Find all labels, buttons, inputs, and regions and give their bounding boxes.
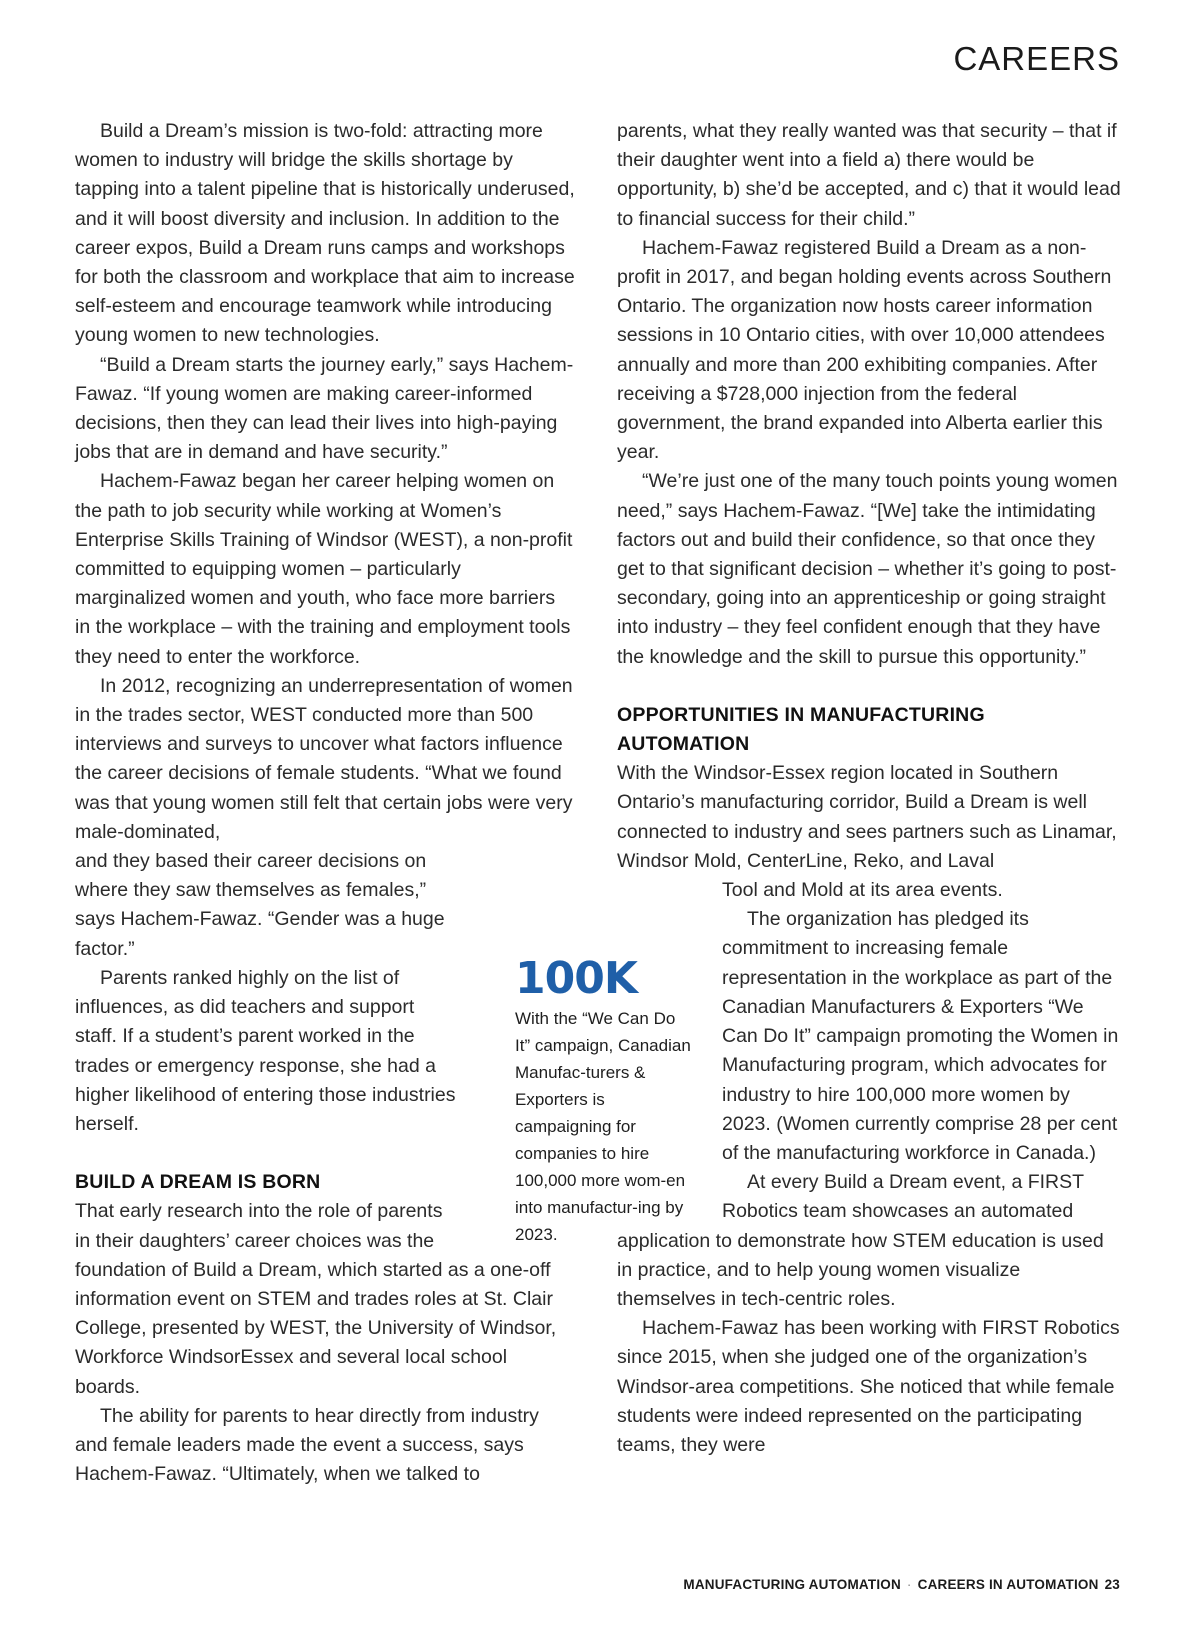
section-heading: BUILD A DREAM IS BORN bbox=[75, 1171, 321, 1194]
page-footer bbox=[683, 1577, 1120, 1592]
paragraph: “We’re just one of the many touch points young women need,” says Hachem-Fawaz. “[We] take the intimidating factors out and build their confidence, so that once they get to that significant decision – whether it’s going to post-secondary, going into an apprenticeship or going straight into industry – they feel confident enough that they have the knowledge and the skill to pursue this opportunity.” bbox=[617, 470, 1118, 668]
paragraph: That early research into the role of parents in their daughters’ career choices was the bbox=[75, 1200, 443, 1252]
paragraph: Parents ranked highly on the list of influences, as did teachers and support staff. If a student’s parent worked in the trades or emergency response, she had a higher likelihood of entering those industries herself. bbox=[75, 966, 456, 1135]
pull-quote bbox=[515, 955, 695, 1248]
paragraph: foundation of Build a Dream, which started as a one-off information event on STEM and trades roles at St. Clair College, presented by WEST, the University of Windsor, Workforce WindsorEssex and several local school boards. bbox=[75, 1258, 557, 1398]
paragraph: The ability for parents to hear directly from industry and female leaders made the event a success, says Hachem-Fawaz. “Ultimately, when we talked to bbox=[75, 1404, 539, 1486]
pull-quote-caption: With the “We Can Do It” campaign, Canadian Manufac-turers & Exporters is campaigning for companies to hire 100,000 more wom-en into manufactur-ing by 2023. bbox=[515, 1009, 691, 1244]
footer-publication: MANUFACTURING AUTOMATION bbox=[683, 1577, 901, 1592]
paragraph: With the Windsor-Essex region located in Southern Ontario’s manufacturing corridor, Build a Dream is well connected to industry and sees partners such as Linamar, Windsor Mold, CenterLine, Reko, and Laval bbox=[617, 762, 1117, 872]
paragraph: Hachem-Fawaz began her career helping women on the path to job security while working at Women’s Enterprise Skills Training of Windsor (WEST), a non-profit committed to equipping women – particularly marginalized women and youth, who face more barriers in the workplace – with the training and employment tools they need to enter the workforce. bbox=[75, 470, 573, 668]
section-heading: OPPORTUNITIES IN MANUFACTURING AUTOMATION bbox=[617, 703, 985, 756]
paragraph: “Build a Dream starts the journey early,” says Hachem-Fawaz. “If young women are making career-informed decisions, then they can lead their lives into high-paying jobs that are in demand and have security.” bbox=[75, 353, 574, 464]
paragraph: In 2012, recognizing an underrepresentation of women in the trades sector, WEST conducted more than 500 interviews and surveys to uncover what factors influence the career decisions of female students. “What we found was that young women still felt that certain jobs were very male-dominated, bbox=[75, 674, 573, 843]
footer-separator: · bbox=[906, 1577, 912, 1592]
paragraph: and they based their career decisions on where they saw themselves as females,” says Hachem-Fawaz. “Gender was a huge factor.” bbox=[75, 850, 445, 960]
left-column bbox=[75, 117, 575, 1489]
paragraph: Hachem-Fawaz has been working with FIRST Robotics since 2015, when she judged one of the organization’s Windsor-area competitions. She noticed that while female students were indeed represented on the participating teams, they were bbox=[617, 1317, 1120, 1456]
paragraph: parents, what they really wanted was that security – that if their daughter went into a field a) there would be opportunity, b) she’d be accepted, and c) that it would lead to financial success for their child.” bbox=[617, 120, 1121, 230]
right-column bbox=[617, 117, 1122, 1460]
page-number: 23 bbox=[1104, 1577, 1120, 1592]
paragraph: The organization has pledged its commitment to increasing female representation in the workplace as part of the Canadian Manufacturers & Exporters “We Can Do It” campaign promoting the Women in Manufacturing program, which advocates for industry to hire 100,000 more women by 2023. (Women currently comprise 28 per cent of the manufacturing workforce in Canada.) bbox=[722, 908, 1119, 1164]
paragraph: At every Build a Dream event, a FIRST Robotics team showcases an automated bbox=[722, 1171, 1084, 1223]
footer-section: CAREERS IN AUTOMATION bbox=[917, 1577, 1099, 1592]
paragraph: application to demonstrate how STEM education is used in practice, and to help young women visualize themselves in tech-centric roles. bbox=[617, 1229, 1104, 1310]
paragraph: Build a Dream’s mission is two-fold: attracting more women to industry will bridge the skills shortage by tapping into a talent pipeline that is historically underused, and it will boost diversity and inclusion. In addition to the career expos, Build a Dream runs camps and workshops for both the classroom and workplace that aim to increase self-esteem and encourage teamwork while introducing young women to new technologies. bbox=[75, 120, 575, 347]
paragraph: Tool and Mold at its area events. bbox=[722, 879, 1003, 902]
pull-quote-number: 100K bbox=[515, 953, 637, 1004]
section-label: CAREERS bbox=[953, 40, 1120, 77]
paragraph: Hachem-Fawaz registered Build a Dream as a non-profit in 2017, and began holding events across Southern Ontario. The organization now hosts career information sessions in 10 Ontario cities, with over 10,000 attendees annually and more than 200 exhibiting companies. After receiving a $728,000 injection from the federal government, the brand expanded into Alberta earlier this year. bbox=[617, 236, 1112, 464]
